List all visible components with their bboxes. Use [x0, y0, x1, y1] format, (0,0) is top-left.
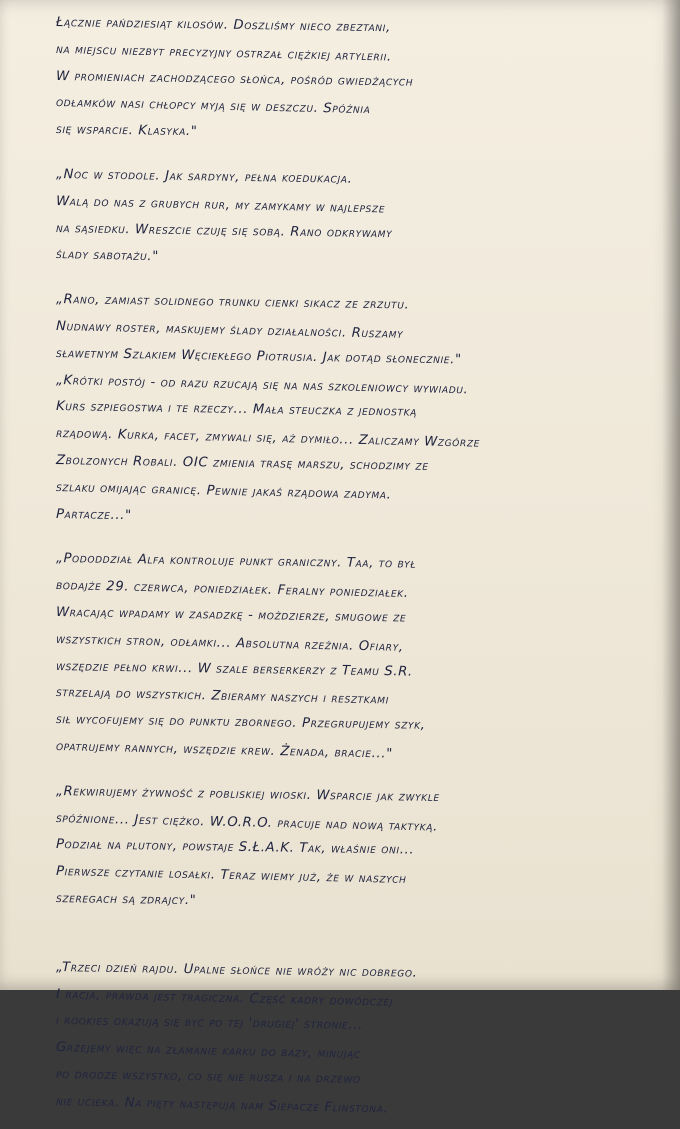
text-line: Zbolzonych Robali. OIC zmienia trasę marszu, schodzimy ze [55, 452, 429, 474]
text-line: ślady sabotażu." [55, 247, 160, 265]
paragraph-1 [56, 10, 654, 144]
text-line: Kurs szpiegostwa i te rzeczy... Mała steuczka z jednostką [55, 399, 418, 421]
text-line: na sąsiedku. Wreszcie czuję się sobą. Rano odkrywamy [55, 220, 393, 241]
text-line: „Pododdział Alfa kontroluje punkt graniczny. Taa, to był [55, 551, 417, 572]
text-line: nie ucieka. Na pięty następują nam Siepacze Flinstona. [55, 1093, 389, 1117]
text-line: na miejscu niezbyt precyzyjny ostrzał ciężkiej artylerii. [55, 41, 392, 65]
text-line: opatrujemy rannych, wszędzie krew. Żenada, bracie..." [55, 738, 394, 762]
text-line: bodajże 29. czerwca, poniedziałek. Feralny poniedziałek. [55, 578, 409, 602]
paragraph-2 [56, 162, 654, 269]
text-line: się wsparcie. Klasyka." [55, 122, 198, 140]
text-line: Partacze..." [55, 506, 132, 523]
text-line: odłamków nasi chłopcy myją się w deszczu. Spóźnia [55, 95, 371, 118]
text-line: Walą do nas z grubych rur, my zamykamy w najlepsze [55, 193, 386, 217]
paragraph-5 [56, 779, 654, 913]
text-line: po drodze wszystko, co się nie rusza i na drzewo [55, 1066, 361, 1087]
text-line: „Krótki postój - od razu rzucają się na nas szkoleniowcy wywiadu. [55, 372, 469, 397]
text-line: „Noc w stodole. Jak sardyny, pełna koedukacja. [55, 166, 353, 187]
text-line: rządową. Kurka, facet, zmywali się, aż dymiło... Zaliczamy Wzgórze [55, 426, 481, 451]
text-line: i rookies okazują się być po tej 'drugiej' stronie... [55, 1013, 364, 1034]
text-line: spóźnione... Jest ciężko. W.O.R.O. pracuje nad nową taktyką. [55, 810, 439, 835]
text-line: I racja, prawda jest tragiczna. Część kadry dowódczej [55, 986, 394, 1010]
text-line: „Rekwirujemy żywność z pobliskiej wioski. Wsparcie jak zwykle [55, 783, 440, 805]
text-line: wszędzie pełno krwi... W szale berserkerzy z Teamu S.R. [55, 658, 413, 680]
text-line: Pierwsze czytanie losałki. Teraz wiemy już, że w naszych [55, 864, 407, 888]
text-line: Podział na plutony, powstaje S.Ł.A.K. Tak, właśnie oni... [55, 837, 415, 858]
text-line: sił wycofujemy się do punktu zbornego. Przegrupujemy szyk, [55, 712, 426, 733]
paragraph-4 [56, 546, 654, 760]
page-edge-shadow [662, 0, 680, 990]
text-line: „Rano, zamiast solidnego trunku cienki sikacz ze zrzutu. [55, 292, 410, 313]
text-line: „Trzeci dzień rajdu. Upalne słońce nie wróży nic dobrego. [55, 959, 418, 981]
text-line: strzelają do wszystkich. Zbieramy naszych i resztkami [55, 685, 390, 708]
text-line: szeregach są zdrajcy." [55, 890, 197, 909]
text-line: Wracając wpadamy w zasadzkę - moździerze, smugowe ze [55, 604, 407, 626]
text-line: Grzejemy więc na złamanie karku do bazy, minując [55, 1040, 362, 1063]
paragraph-6 [56, 955, 654, 1116]
text-line: W promieniach zachodzącego słońca, pośród gwiedżących [55, 68, 414, 90]
text-line: Nudnawy roster, maskujemy ślady działalności. Ruszamy [55, 318, 404, 342]
handwritten-text [55, 10, 654, 1117]
text-line: szlaku omijając granicę. Pewnie jakaś rządowa zadyma. [55, 479, 392, 503]
paragraph-3 [56, 287, 654, 528]
text-line: sławetnym Szlakiem Węciekłego Piotrusia. Jak dotąd słonecznie." [55, 345, 462, 368]
text-line: Łącznie pańdziesiąt kilosów. Doszliśmy nieco zbeztani, [55, 15, 391, 36]
text-line: wszystkich stron, odłamki... Absolutna rzeźnia. Ofiary, [55, 631, 404, 655]
